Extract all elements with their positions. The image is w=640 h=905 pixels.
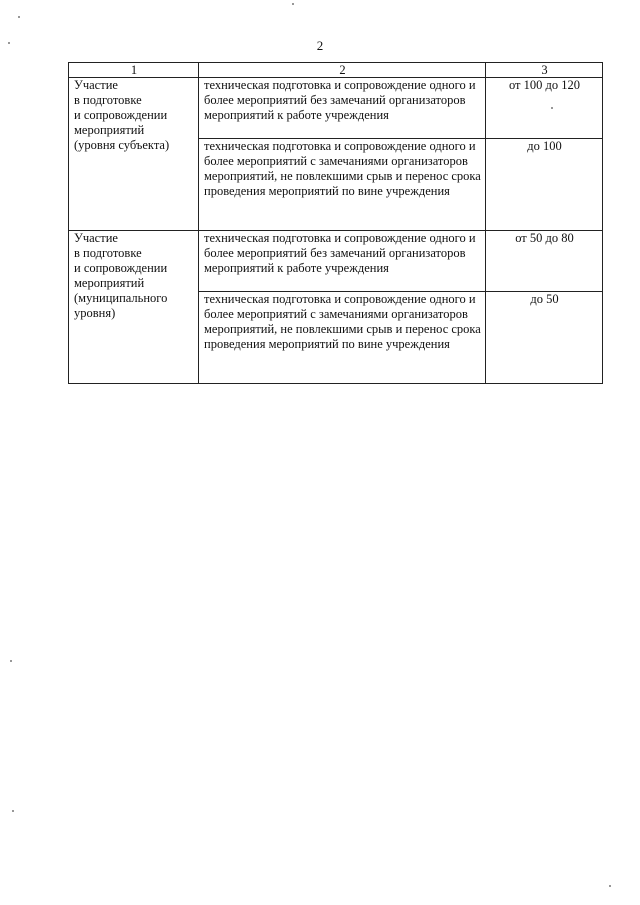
points-cell: от 50 до 80 — [486, 231, 603, 292]
scan-speck — [18, 16, 20, 18]
scan-speck — [551, 107, 553, 109]
table-row — [69, 231, 603, 292]
scan-speck — [609, 885, 611, 887]
column-header-2: 2 — [199, 63, 486, 78]
description-cell: техническая подготовка и сопровождение одного и более мероприятий с замечаниями организаторов мероприятий, не повлекшими срыв и перенос срока проведения мероприятий по вине учреждения — [199, 139, 486, 231]
scan-speck — [292, 3, 294, 5]
description-cell: техническая подготовка и сопровождение одного и более мероприятий с замечаниями организаторов мероприятий, не повлекшими срыв и перенос срока проведения мероприятий по вине учреждения — [199, 292, 486, 384]
points-cell: до 100 — [486, 139, 603, 231]
criteria-table — [68, 62, 603, 384]
column-header-3: 3 — [486, 63, 603, 78]
description-cell: техническая подготовка и сопровождение одного и более мероприятий без замечаний организаторов мероприятий к работе учреждения — [199, 231, 486, 292]
table-header-row — [69, 63, 603, 78]
scan-speck — [12, 810, 14, 812]
description-cell: техническая подготовка и сопровождение одного и более мероприятий без замечаний организаторов мероприятий к работе учреждения — [199, 78, 486, 139]
scan-speck — [8, 42, 10, 44]
category-cell: Участие в подготовке и сопровождении мероприятий (муниципального уровня) — [69, 231, 199, 384]
column-header-1: 1 — [69, 63, 199, 78]
page-number: 2 — [316, 38, 324, 53]
table-row — [69, 78, 603, 139]
scan-speck — [10, 660, 12, 662]
points-cell: от 100 до 120 — [486, 78, 603, 139]
category-cell: Участие в подготовке и сопровождении мероприятий (уровня субъекта) — [69, 78, 199, 231]
points-cell: до 50 — [486, 292, 603, 384]
